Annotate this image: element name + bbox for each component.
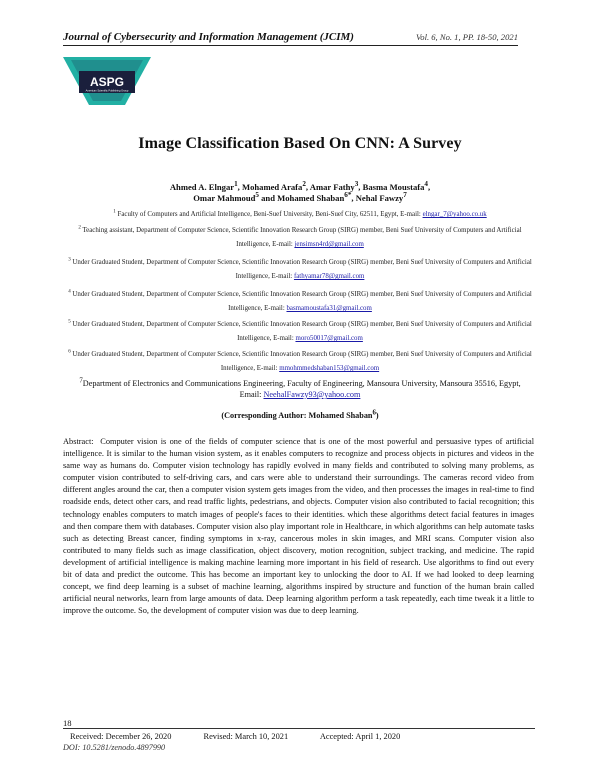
email-link[interactable]: mmohmmedshaban153@gmail.com <box>279 365 380 372</box>
author-name: Omar Mahmoud <box>193 193 256 203</box>
author-sup: 3 <box>354 180 359 189</box>
doi: DOI: 10.5281/zenodo.4897990 <box>63 743 166 752</box>
author-name: Amar Fathy <box>309 182 355 192</box>
author-name: Mohamed Shaban <box>277 193 345 203</box>
corresponding-author: (Corresponding Author: Mohamed Shaban$^6$) <box>221 409 379 420</box>
footer-divider <box>63 728 535 729</box>
abstract-text: Computer vision is one of the fields of computer science that is one of the most powerful and persuasive types of artificial intelligence. It is similar to the human vision system, as it enables computers to recognize and process objects in pictures and videos in the same way as humans do. Computer vision technology has rapidly evolved in many fields and contributed to solving many problems, as computer vision contributed to self-driving cars, and cars were able to understand their surroundings. The cameras record video from different angles around the car, then a computer vision system gets images from the video, and then processes the images in real-time to find roadside ends, detect other cars, and read traffic lights, pedestrians, and objects. Computer vision also contributed to facial recognition; this technology enables computers to match images of people's faces to their identities. which these algorithms detect facial features in images and then compare them with databases. Computer vision also play important role in Healthcare, in which algorithms can help automate tasks such as detecting Breast cancer, finding symptoms in x-ray, cancerous moles in skin images, and MRI scans. Computer vision also contributed to many fields such as image classification, object discovery, motion recognition, subject tracking, and medicine. The rapid development of artificial intelligence is making machine learning more important in his field of research. Use algorithms to find out every bit of data and predict the outcome. This has become an important key to unlocking the door to AI. If we had looked to deep learning concept, we find deep learning is a subset of machine learning, algorithms inspired by structure and function of the human brain called artificial neural networks, learn from large amounts of data. Deep learning algorithm perform a task repeatedly, each time tweak it a little to improve the outcome. So, the development of computer vision was due to deep learning. <box>63 437 535 616</box>
affiliation-4: $^4$ Under Graduated Student, Department of Computer Science, Scientific Innovation Research Group (SIRG) member, Beni Suef University of Computers and Artificial Intelligence, E-mail: basmamoustafa31@gmail.com <box>68 289 532 312</box>
abstract-label: Abstract: <box>63 437 94 446</box>
email-link[interactable]: NeehalFawzy93@yahoo.com <box>263 390 361 399</box>
journal-name: Journal of Cybersecurity and Information Management (JCIM) <box>63 31 354 43</box>
volume-info: Vol. 6, No. 1, PP. 18-50, 2021 <box>415 32 518 42</box>
running-header <box>63 31 518 46</box>
author-sup: 4 <box>424 180 428 189</box>
email-link[interactable]: moro50017@gmail.com <box>295 335 363 342</box>
author-sup: 1 <box>234 180 238 189</box>
paper-title: Image Classification Based On CNN: A Survey <box>138 135 462 152</box>
author-sup: 7 <box>403 191 407 200</box>
received-date: Received: December 26, 2020 <box>70 732 172 741</box>
author-list: Ahmed A. Elngar$^1$, Mohamed Arafa$^2$, Amar Fathy$^3$, Basma Moustafa$^4$, Omar Mahmoud$^5$ and Mohamed Shaban$^{6*}$, Nehal Fawzy$^7$ <box>169 180 431 203</box>
logo-text: ASPG <box>89 75 125 89</box>
submission-dates <box>70 732 430 741</box>
affiliation-1: $^1$ Faculty of Computers and Artificial Intelligence, Beni-Suef University, Beni-Suef City, 62511, Egypt, E-mail: elngar_7@yahoo.co.uk <box>113 209 487 218</box>
affiliation-6: $^6$ Under Graduated Student, Department of Computer Science, Scientific Innovation Research Group (SIRG) member, Beni Suef University of Computers and Artificial Intelligence, E-mail: mmohmmedshaban153@gmail.com <box>68 349 532 372</box>
email-link[interactable]: elngar_7@yahoo.co.uk <box>422 211 487 218</box>
affiliation-3: $^3$ Under Graduated Student, Department of Computer Science, Scientific Innovation Research Group (SIRG) member, Beni Suef University of Computers and Artificial Intelligence, E-mail: fathyamar78@gmail.com <box>68 257 532 280</box>
logo-subtext: American Scientific Publishing Group <box>85 89 129 93</box>
affiliation-2: $^2$ Teaching assistant, Department of Computer Science, Scientific Innovation Research Group (SIRG) member, Beni Suef University of Computers and Artificial Intelligence, E-mail: jensimsn4rd@gmail.com <box>78 225 522 248</box>
author-sup: 6* <box>344 191 352 200</box>
abstract <box>63 436 534 617</box>
author-name: Basma Moustafa <box>362 182 425 192</box>
author-sup: 2 <box>302 180 306 189</box>
author-name: Nehal Fawzy <box>355 193 404 203</box>
email-link[interactable]: basmamoustafa31@gmail.com <box>286 305 372 312</box>
author-sup: 5 <box>255 191 259 200</box>
email-link[interactable]: jensimsn4rd@gmail.com <box>294 241 364 248</box>
author-name: Mohamed Arafa <box>241 182 303 192</box>
affiliation-7: $^7$Department of Electronics and Communications Engineering, Faculty of Engineering, Mansoura University, Mansoura 35516, Egypt, Email: NeehalFawzy93@yahoo.com <box>79 377 521 399</box>
author-name: Ahmed A. Elngar <box>169 182 235 192</box>
email-link[interactable]: fathyamar78@gmail.com <box>293 273 365 280</box>
affiliation-5: $^5$ Under Graduated Student, Department of Computer Science, Scientific Innovation Research Group (SIRG) member, Beni Suef University of Computers and Artificial Intelligence, E-mail: moro50017@gmail.com <box>68 319 532 342</box>
revised-date: Revised: March 10, 2021 <box>203 732 289 741</box>
accepted-date: Accepted: April 1, 2020 <box>319 732 401 741</box>
aspg-logo <box>63 57 151 105</box>
page-number: 18 <box>63 718 72 728</box>
